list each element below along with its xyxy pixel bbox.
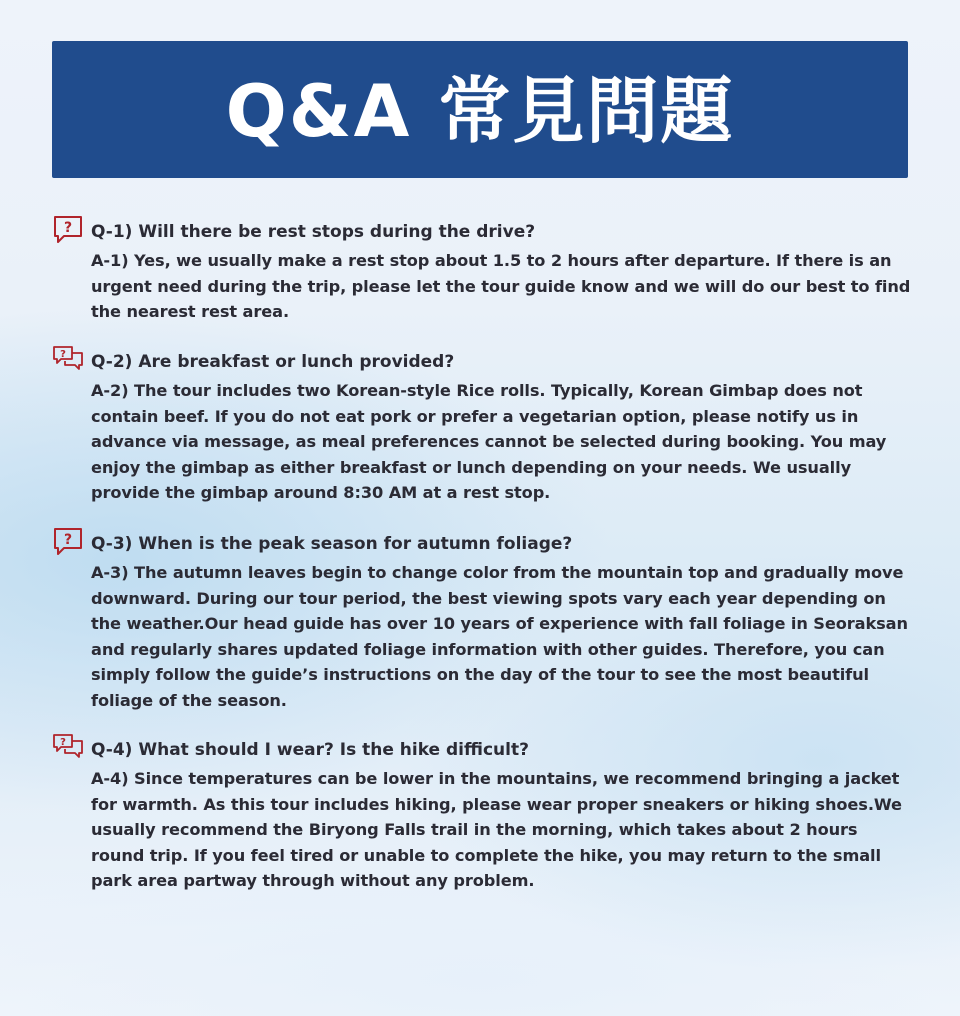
- faq-question: Q-4) What should I wear? Is the hike difficult?: [91, 740, 529, 760]
- page-title: Q&A 常見問題: [225, 68, 735, 153]
- faq-answer: A-4) Since temperatures can be lower in the mountains, we recommend bringing a jacket for warmth. As this tour includes hiking, please wear proper sneakers or hiking shoes.We usually recommend the Biryong Falls trail in the morning, which takes about 2 hours round trip. If you feel tired or unable to complete the hike, you may return to the small park area partway through without any problem.: [91, 769, 902, 890]
- question-bubble-icon: [52, 215, 84, 245]
- double-chat-bubble-icon: [52, 345, 84, 375]
- question-bubble-icon: [52, 527, 84, 557]
- faq-answer: A-1) Yes, we usually make a rest stop about 1.5 to 2 hours after departure. If there is an urgent need during the trip, please let the tour guide know and we will do our best to find the nearest rest area.: [91, 251, 911, 321]
- double-chat-bubble-icon: [52, 733, 84, 763]
- faq-item-1: [52, 220, 912, 325]
- svg-text:?: ?: [60, 349, 66, 360]
- faq-answer: A-3) The autumn leaves begin to change color from the mountain top and gradually move downward. During our tour period, the best viewing spots vary each year depending on the weather.Our head guide has over 10 years of experience with fall foliage in Seoraksan and regularly shares updated foliage information with other guides. Therefore, you can simply follow the guide’s instructions on the day of the tour to see the most beautiful foliage of the season.: [91, 563, 908, 710]
- svg-text:?: ?: [63, 220, 73, 236]
- header-banner: [52, 41, 908, 178]
- svg-text:?: ?: [63, 532, 73, 548]
- faq-question: Q-2) Are breakfast or lunch provided?: [91, 352, 455, 372]
- svg-text:?: ?: [60, 737, 66, 748]
- faq-item-2: [52, 350, 912, 506]
- faq-question: Q-1) Will there be rest stops during the drive?: [91, 222, 536, 242]
- faq-question: Q-3) When is the peak season for autumn foliage?: [91, 534, 573, 554]
- faq-item-3: [52, 532, 912, 713]
- faq-item-4: [52, 738, 912, 894]
- faq-answer: A-2) The tour includes two Korean-style Rice rolls. Typically, Korean Gimbap does not contain beef. If you do not eat pork or prefer a vegetarian option, please notify us in advance via message, as meal preferences cannot be selected during booking. You may enjoy the gimbap as either breakfast or lunch depending on your needs. We usually provide the gimbap around 8:30 AM at a rest stop.: [91, 381, 887, 502]
